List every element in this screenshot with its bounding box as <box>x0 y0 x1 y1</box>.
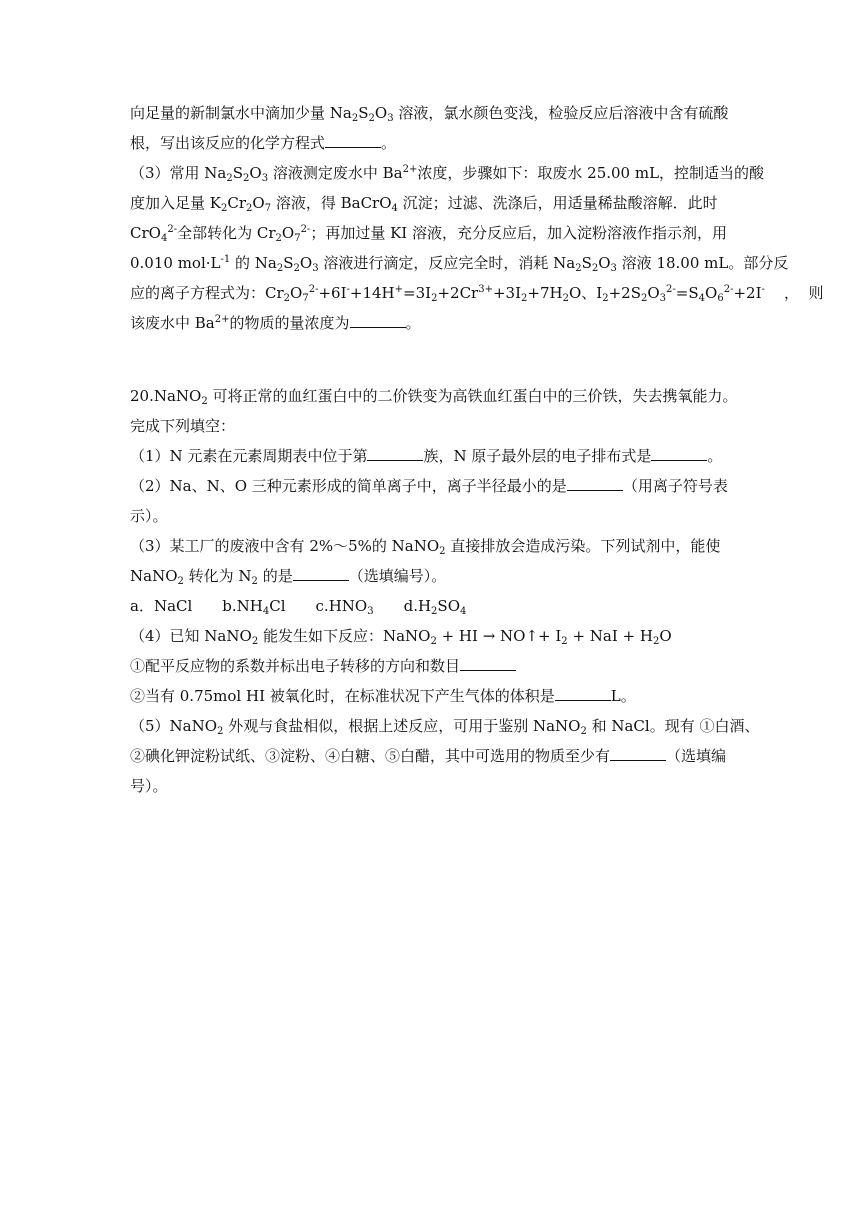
text-line: 0.010 $mol\cdot L^{-1}$ 的 $Na_2S_2O_3$ 溶液进行滴定，反应完全时，消耗 $Na_2S_2O_3$ 溶液 18.00 mL。部分反 <box>130 254 789 274</box>
answer-blank <box>293 567 349 581</box>
text-line: 该废水中 $Ba^{2+}$的物质的量浓度为 。 <box>130 314 421 332</box>
text-line: 号）。 <box>130 777 168 795</box>
text-line: （3）常用 $Na_2S_2O_3$ 溶液测定废水中 $Ba^{2+}$浓度，步骤如下：取废水 25.00 mL，控制适当的酸 <box>130 164 765 184</box>
text-line: （2）Na、N、O 三种元素形成的简单离子中，离子半径最小的是 （用离子符号表 <box>130 477 728 495</box>
answer-option: $b.NH_4Cl$ <box>222 597 286 617</box>
text-line: （5）NaNO$_2$ 外观与食盐相似，根据上述反应，可用于鉴别 NaNO$_2$ 和 NaCl。现有 ①白酒、 <box>130 717 760 737</box>
answer-blank <box>610 747 666 761</box>
text-line: ②当有 0.75mol HI 被氧化时，在标准状况下产生气体的体积是 L。 <box>130 687 636 705</box>
text-line: 20.NaNO$_2$ 可将正常的血红蛋白中的二价铁变为高铁血红蛋白中的三价铁，失去携氧能力。 <box>130 387 738 407</box>
answer-blank <box>460 657 516 671</box>
text-line: （3）某工厂的废液中含有 2%～5%的 NaNO$_2$ 直接排放会造成污染。下列试剂中，能使 <box>130 537 721 557</box>
answer-blank <box>325 134 381 148</box>
answer-option: $d.H_2SO_4$ <box>403 597 467 617</box>
text-line: ①配平反应物的系数并标出电子转移的方向和数目 <box>130 651 740 681</box>
document-page <box>130 98 824 801</box>
text-line: ②碘化钾淀粉试纸、③淀粉、④白糖、⑤白醋，其中可选用的物质至少有 （选填编 <box>130 747 727 765</box>
answer-blank <box>651 447 707 461</box>
text-line: 度加入足量 $K_2Cr_2O_7$ 溶液，得 BaCrO$_4$ 沉淀；过滤、洗涤后，用适量稀盐酸溶解．此时 <box>130 194 718 214</box>
text-line: 应的离子方程式为：$Cr_2O_7^{2-}+6I^-+14H^+=3I_2+2Cr^{3+}+3I_2+7H_2O$、$I_2+2S_2O_3^{2-}=S_4O_6^{2-}+2I^-$ ， 则 <box>130 284 824 304</box>
text-line: 完成下列填空： <box>130 417 236 435</box>
text-line: （4）已知 NaNO$_2$ 能发生如下反应：NaNO$_2$ + HI → NO↑+ $I_2$ + NaI + $H_2O$ <box>130 627 672 647</box>
answer-option: $c.HNO_3$ <box>315 597 374 617</box>
answer-blank <box>567 477 623 491</box>
text-line: NaNO$_2$ 转化为 $N_2$ 的是 （选填编号）。 <box>130 567 447 587</box>
answer-option: a．NaCl <box>130 597 193 615</box>
text-line: 示）。 <box>130 507 168 525</box>
text-line: 根，写出该反应的化学方程式 。 <box>130 134 397 152</box>
text-line: CrO$_4^{2-}$全部转化为 $Cr_2O_7^{2-}$；再加过量 KI 溶液，充分反应后，加入淀粉溶液作指示剂，用 <box>130 224 727 244</box>
text-line <box>130 591 740 621</box>
text-line: （1）N 元素在元素周期表中位于第 族，N 原子最外层的电子排布式是 。 <box>130 447 723 465</box>
answer-blank <box>555 687 611 701</box>
text-line: 向足量的新制氯水中滴加少量 $Na_2S_2O_3$ 溶液，氯水颜色变浅，检验反应后溶液中含有硫酸 <box>130 104 729 124</box>
paragraph-gap <box>130 338 740 381</box>
answer-blank <box>367 447 423 461</box>
answer-blank <box>350 314 406 328</box>
